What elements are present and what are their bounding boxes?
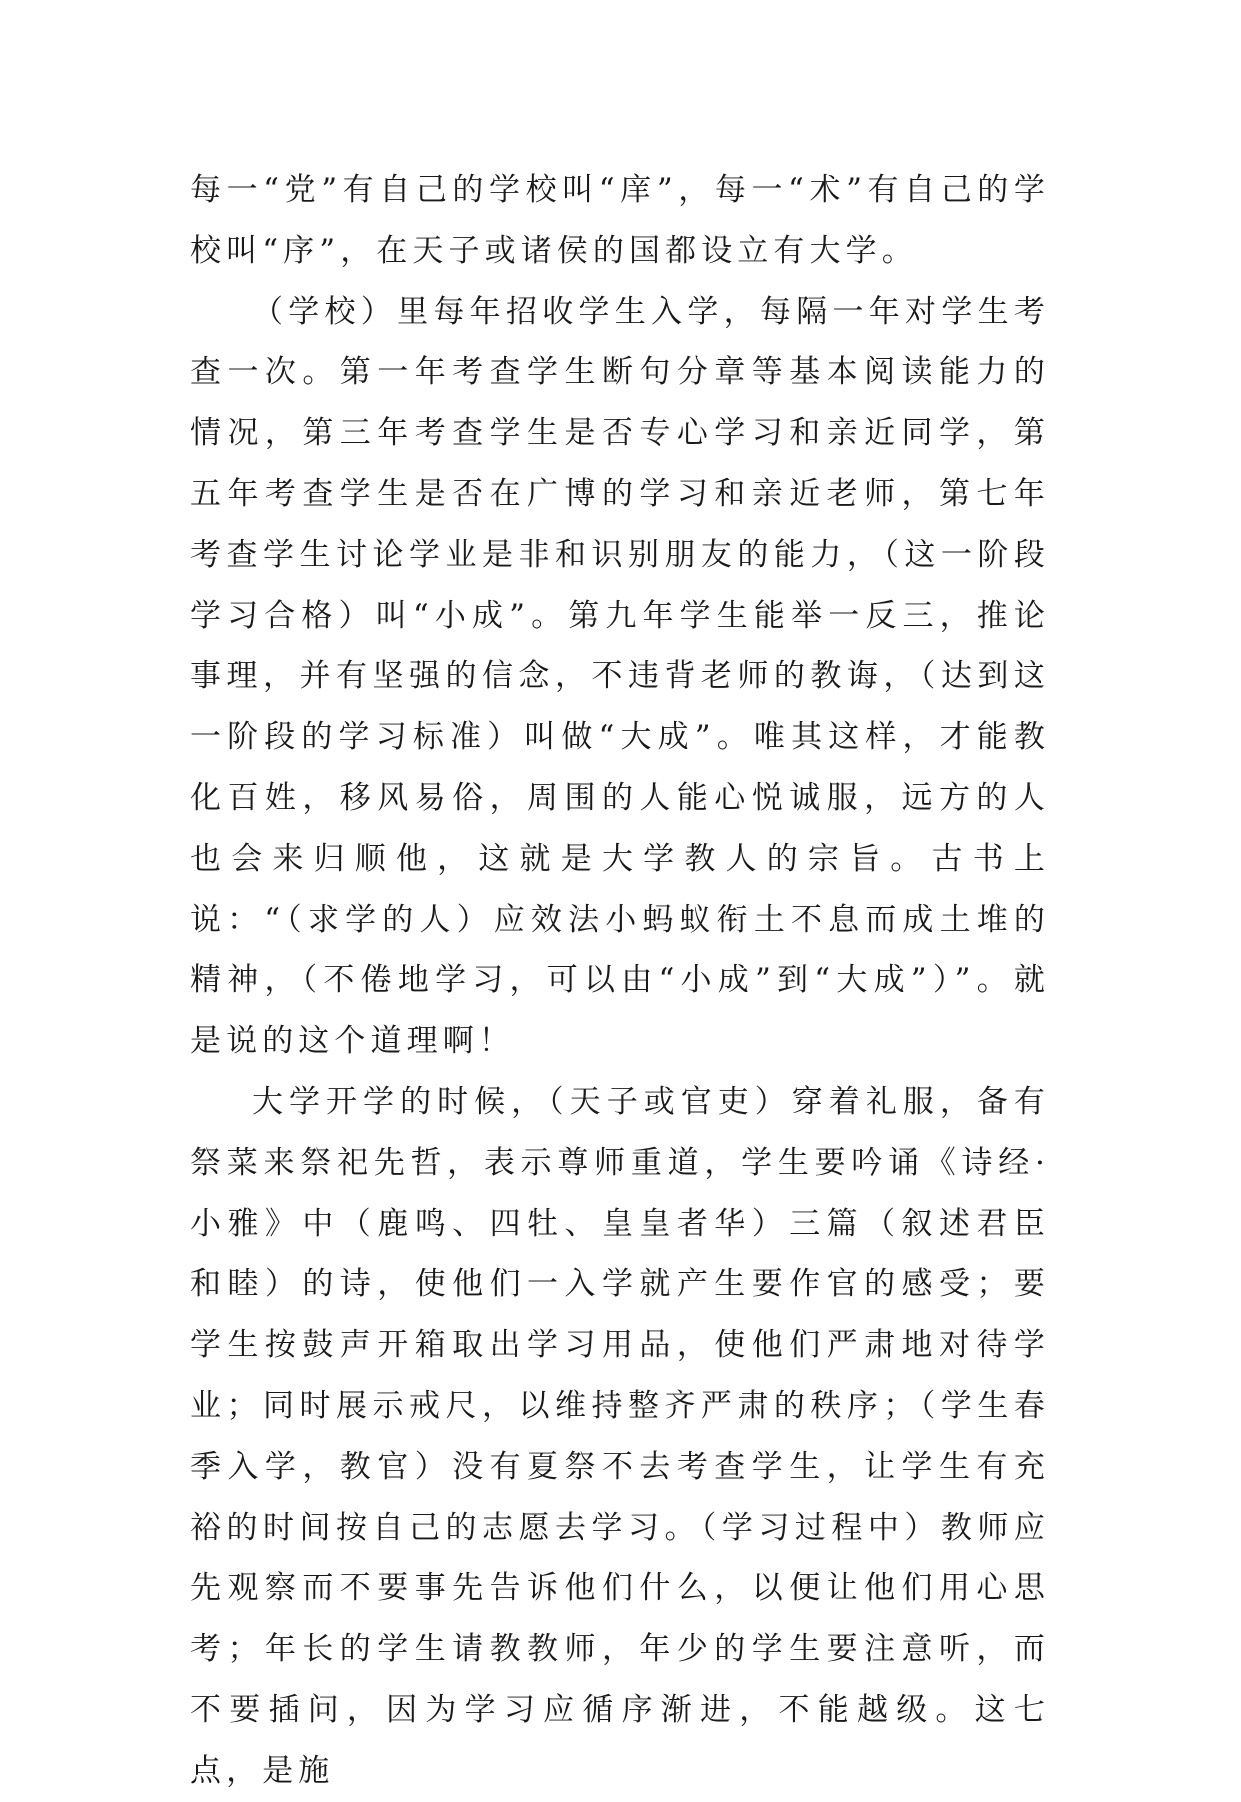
paragraph-2: （学校）里每年招收学生入学，每隔一年对学生考查一次。第一年考查学生断句分章等基本阅读能力的情况，第三年考查学生是否专心学习和亲近同学，第五年考查学生是否在广博的学习和亲近老师，第七年考查学生讨论学业是非和识别朋友的能力，（这一阶段学习合格）叫“小成”。第九年学生能举一反三，推论事理，并有坚强的信念，不违背老师的教诲，（达到这一阶段的学习标准）叫做“大成”。唯其这样，才能教化百姓，移风易俗，周围的人能心悦诚服，远方的人也会来归顺他，这就是大学教人的宗旨。古书上说：“（求学的人）应效法小蚂蚁衔土不息而成土堆的精神，（不倦地学习，可以由“小成”到“大成”）”。就是说的这个道理啊！ bbox=[190, 293, 1050, 1060]
paragraph-1: 每一“党”有自己的学校叫“庠”，每一“术”有自己的学校叫“序”，在天子或诸侯的国都设立有大学。 bbox=[190, 172, 1050, 269]
body-text bbox=[190, 160, 1050, 1802]
paragraph-3: 大学开学的时候，（天子或官吏）穿着礼服，备有祭菜来祭祀先哲，表示尊师重道，学生要吟诵《诗经·小雅》中（鹿鸣、四牡、皇皇者华）三篇（叙述君臣和睦）的诗，使他们一入学就产生要作官的感受；要学生按鼓声开箱取出学习用品，使他们严肃地对待学业；同时展示戒尺，以维持整齐严肃的秩序；（学生春季入学，教官）没有夏祭不去考查学生，让学生有充裕的时间按自己的志愿去学习。（学习过程中）教师应先观察而不要事先告诉他们什么，以便让他们用心思考；年长的学生请教教师，年少的学生要注意听，而不要插问，因为学习应循序渐进，不能越级。这七点，是施 bbox=[190, 1083, 1050, 1789]
